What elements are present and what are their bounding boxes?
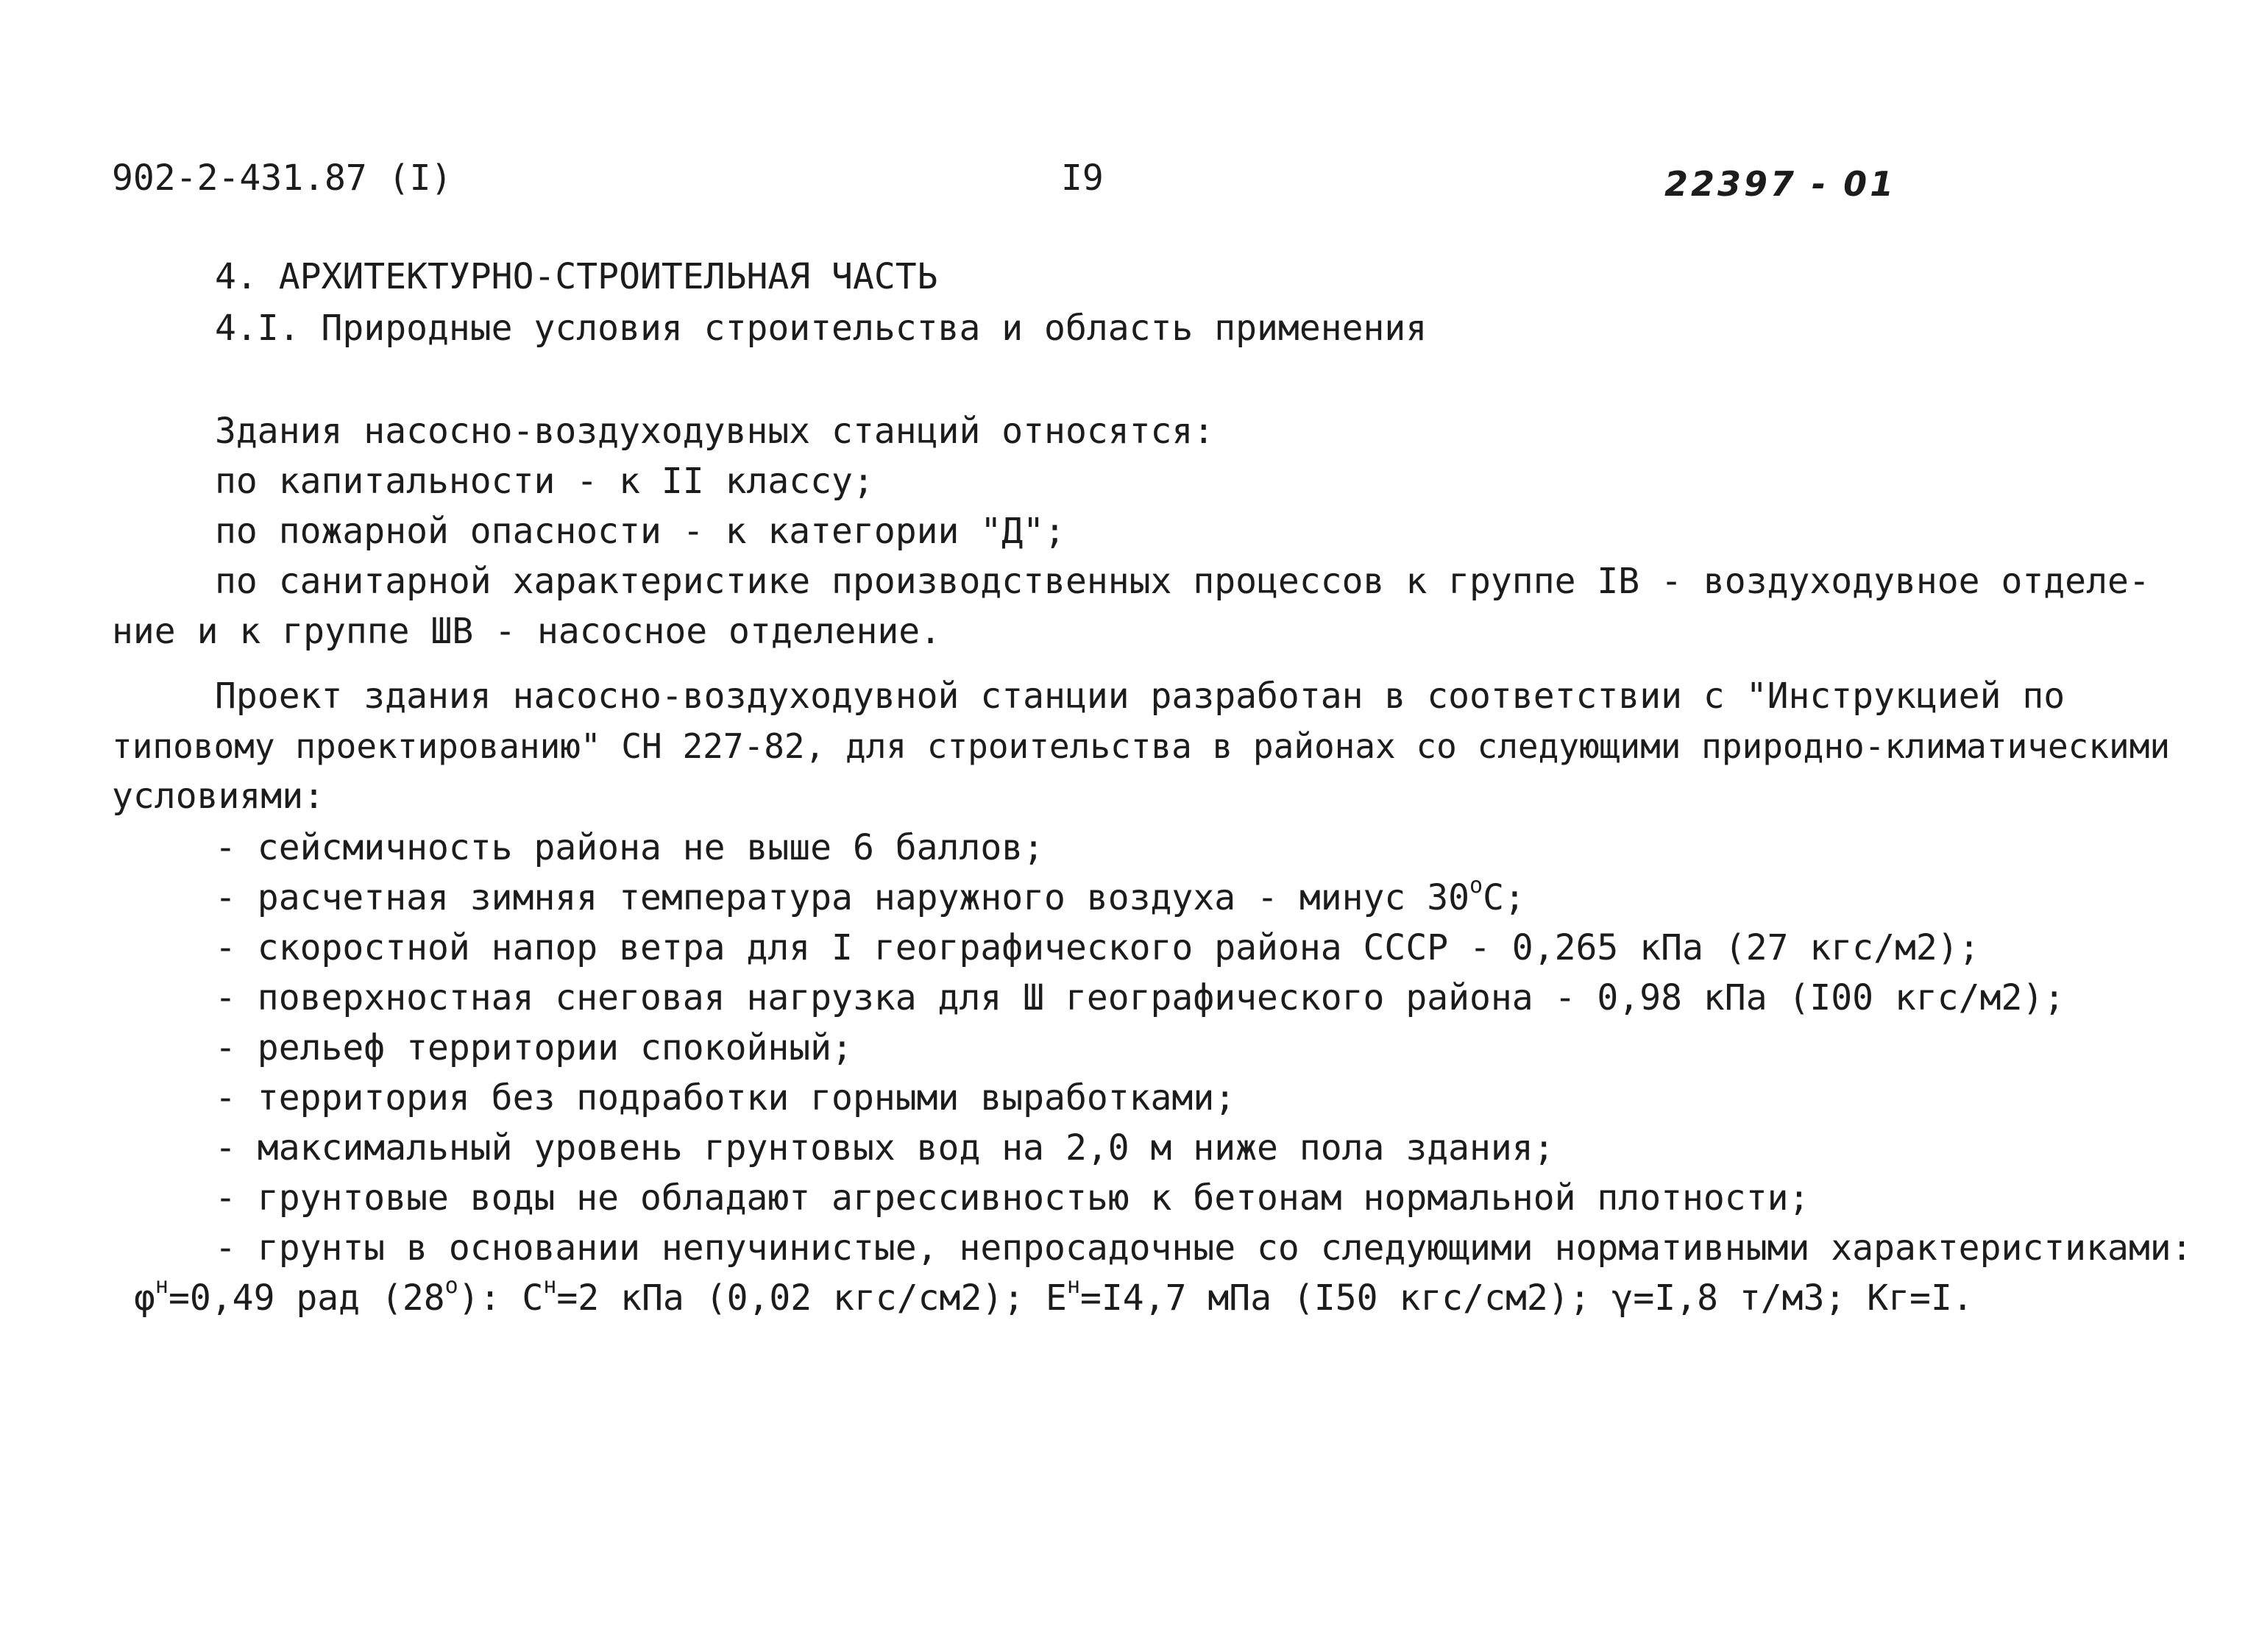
phi-superscript: н bbox=[155, 1273, 169, 1299]
classification-capital: по капитальности - к II классу; bbox=[215, 461, 874, 502]
condition-temperature-text: - расчетная зимняя температура наружного воздуха - минус 30 bbox=[215, 877, 1470, 918]
condition-aggressive: - грунтовые воды не обладают агрессивностью к бетонам нормальной плотности; bbox=[215, 1177, 1810, 1219]
condition-wind: - скоростной напор ветра для I географического района СССР - 0,265 кПа (27 кгс/м2); bbox=[215, 927, 1980, 968]
condition-relief: - рельеф территории спокойный; bbox=[215, 1027, 853, 1068]
classification-sanitary-line-1: по санитарной характеристике производственных процессов к группе IВ - воздуходувное отделе- bbox=[215, 561, 2150, 602]
project-line-2: типовому проектированию" СН 227-82, для строительства в районах со следующими природно-климатическими bbox=[112, 726, 2171, 766]
project-line-3: условиями: bbox=[112, 776, 325, 817]
condition-temperature-unit: С; bbox=[1483, 877, 1525, 918]
condition-mining: - территория без подработки горными выработками; bbox=[215, 1077, 1236, 1119]
condition-seismic: - сейсмичность района не выше 6 баллов; bbox=[215, 827, 1045, 868]
project-line-1: Проект здания насосно-воздуходувной станции разработан в соответствии с "Инструкцией по bbox=[215, 676, 2065, 717]
soil-parameters bbox=[134, 1273, 1973, 1320]
condition-soil: - грунты в основании непучинистые, непросадочные со следующими нормативными характеристиками: bbox=[215, 1227, 2193, 1269]
cohesion-superscript: н bbox=[543, 1273, 557, 1299]
degree-mark: о bbox=[1469, 873, 1483, 898]
classification-intro: Здания насосно-воздуходувных станций относятся: bbox=[215, 411, 1215, 452]
cohesion-value: =2 кПа (0,02 кгс/см2); Е bbox=[556, 1277, 1067, 1319]
condition-temperature bbox=[215, 873, 1525, 920]
section-subtitle: 4.I. Природные условия строительства и область применения bbox=[215, 308, 1428, 349]
modulus-value: =I4,7 мПа (I50 кгс/см2); bbox=[1080, 1277, 1591, 1319]
phi-degree: о bbox=[444, 1273, 458, 1299]
modulus-superscript: н bbox=[1066, 1273, 1080, 1299]
section-title: 4. АРХИТЕКТУРНО-СТРОИТЕЛЬНАЯ ЧАСТЬ bbox=[215, 256, 938, 297]
page-number: I9 bbox=[1061, 157, 1104, 199]
classification-fire: по пожарной опасности - к категории "Д"; bbox=[215, 511, 1065, 552]
document-code: 902-2-431.87 (I) bbox=[112, 157, 453, 199]
classification-sanitary-line-2: ние и к группе ШВ - насосное отделение. bbox=[112, 611, 942, 652]
condition-groundwater: - максимальный уровень грунтовых вод на 2,0 м ниже пола здания; bbox=[215, 1127, 1555, 1169]
inventory-stamp: 22397 - 01 bbox=[1664, 164, 1897, 204]
gamma-value: =I,8 т/м3; Кг=I. bbox=[1633, 1277, 1973, 1319]
gamma-symbol: γ bbox=[1611, 1277, 1634, 1319]
cohesion-label: ): С bbox=[458, 1277, 544, 1319]
phi-symbol: φ bbox=[134, 1277, 155, 1319]
phi-value: =0,49 рад (28 bbox=[168, 1277, 445, 1319]
condition-snow: - поверхностная снеговая нагрузка для Ш географического района - 0,98 кПа (I00 кгс/м2); bbox=[215, 977, 2065, 1018]
